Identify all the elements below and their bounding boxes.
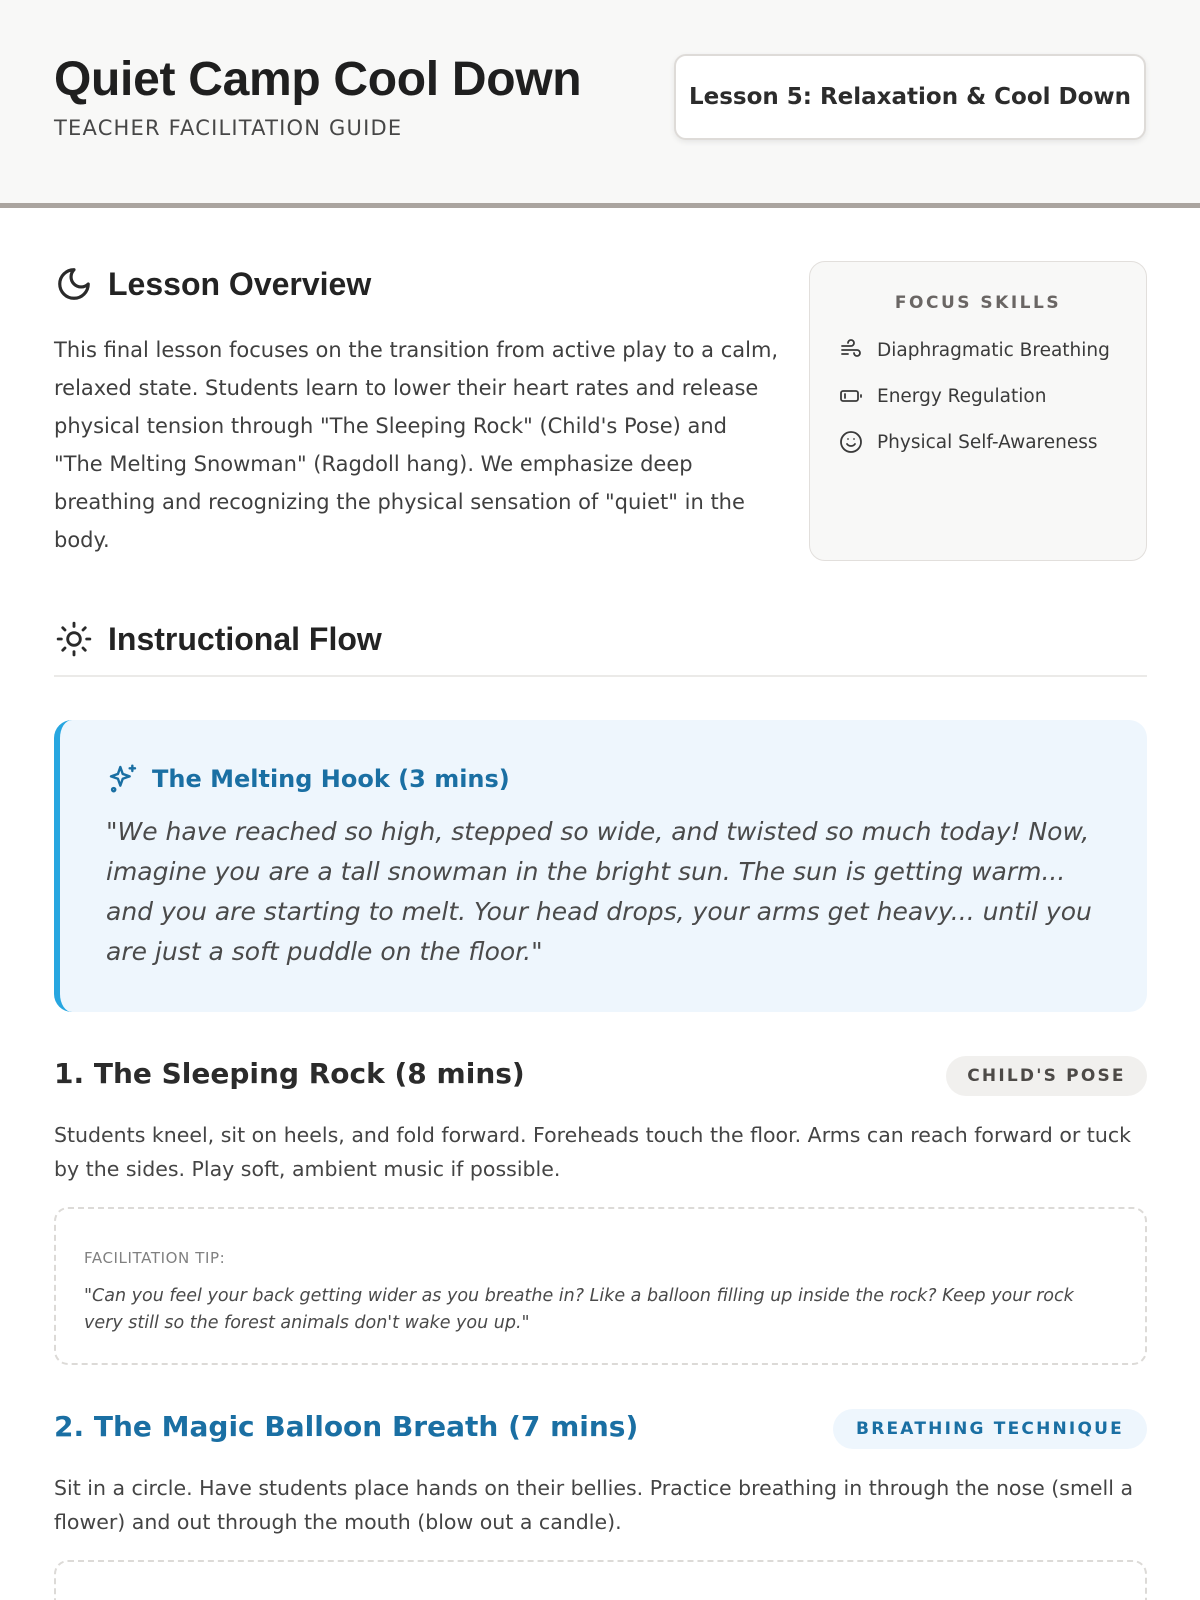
hook-callout xyxy=(54,720,1147,1012)
focus-skills-title: FOCUS SKILLS xyxy=(894,293,1062,313)
step-description: Students kneel, sit on heels, and fold forward. Foreheads touch the floor. Arms can reach forward or tuck by the sides. Play soft, ambient music if possible. xyxy=(54,1123,1131,1181)
step-badge: BREATHING TECHNIQUE xyxy=(833,1409,1147,1449)
flow-heading: Instructional Flow xyxy=(108,620,382,657)
step-title: 1. The Sleeping Rock (8 mins) xyxy=(54,1057,525,1090)
lesson-badge: Lesson 5: Relaxation & Cool Down xyxy=(674,54,1146,140)
overview-heading-row xyxy=(54,264,371,304)
step-description: Sit in a circle. Have students place hands on their bellies. Practice breathing in through the nose (smell a flower) and out through the mouth (blow out a candle). xyxy=(54,1476,1134,1534)
skill-label: Diaphragmatic Breathing xyxy=(877,339,1110,361)
smile-icon xyxy=(838,429,864,455)
sun-icon xyxy=(54,619,94,659)
skill-label: Energy Regulation xyxy=(877,385,1047,407)
focus-skills-card xyxy=(809,261,1147,561)
skill-item xyxy=(838,429,1098,455)
step-title: 2. The Magic Balloon Breath (7 mins) xyxy=(54,1410,639,1443)
page-title: Quiet Camp Cool Down xyxy=(54,53,582,106)
section-divider xyxy=(54,675,1147,677)
sparkles-icon xyxy=(106,762,140,796)
facilitation-tip xyxy=(54,1207,1147,1365)
battery-icon xyxy=(838,383,864,409)
facilitation-tip xyxy=(54,1560,1147,1600)
hook-header xyxy=(106,762,510,796)
page-subtitle: TEACHER FACILITATION GUIDE xyxy=(54,116,403,140)
skill-item xyxy=(838,337,1110,363)
moon-icon xyxy=(54,264,94,304)
page-header xyxy=(0,0,1200,208)
overview-heading: Lesson Overview xyxy=(108,265,372,302)
flow-heading-row xyxy=(54,619,382,659)
overview-text: This final lesson focuses on the transition from active play to a calm, relaxed state. Students learn to lower their heart rates and release physical tension through "The Sleeping Rock" (Child's Pose) and "The Melting Snowman" (Ragdoll hang). We emphasize deep breathing and recognizing the physical sensation of "quiet" in the body. xyxy=(54,338,779,552)
hook-title: The Melting Hook (3 mins) xyxy=(152,765,510,793)
tip-text: "Can you feel your back getting wider as you breathe in? Like a balloon filling up inside the rock? Keep your rock very still so the forest animals don't wake you up." xyxy=(84,1286,1074,1333)
tip-label: FACILITATION TIP: xyxy=(84,1249,226,1267)
skill-label: Physical Self-Awareness xyxy=(877,431,1098,453)
wind-icon xyxy=(838,337,864,363)
step-badge: CHILD'S POSE xyxy=(946,1056,1147,1096)
skill-item xyxy=(838,383,1046,409)
hook-quote: "We have reached so high, stepped so wide, and twisted so much today! Now, imagine you are a tall snowman in the bright sun. The sun is getting warm... and you are starting to melt. Your head drops, your arms get heavy... until you are just a soft puddle on the floor." xyxy=(106,817,1092,966)
